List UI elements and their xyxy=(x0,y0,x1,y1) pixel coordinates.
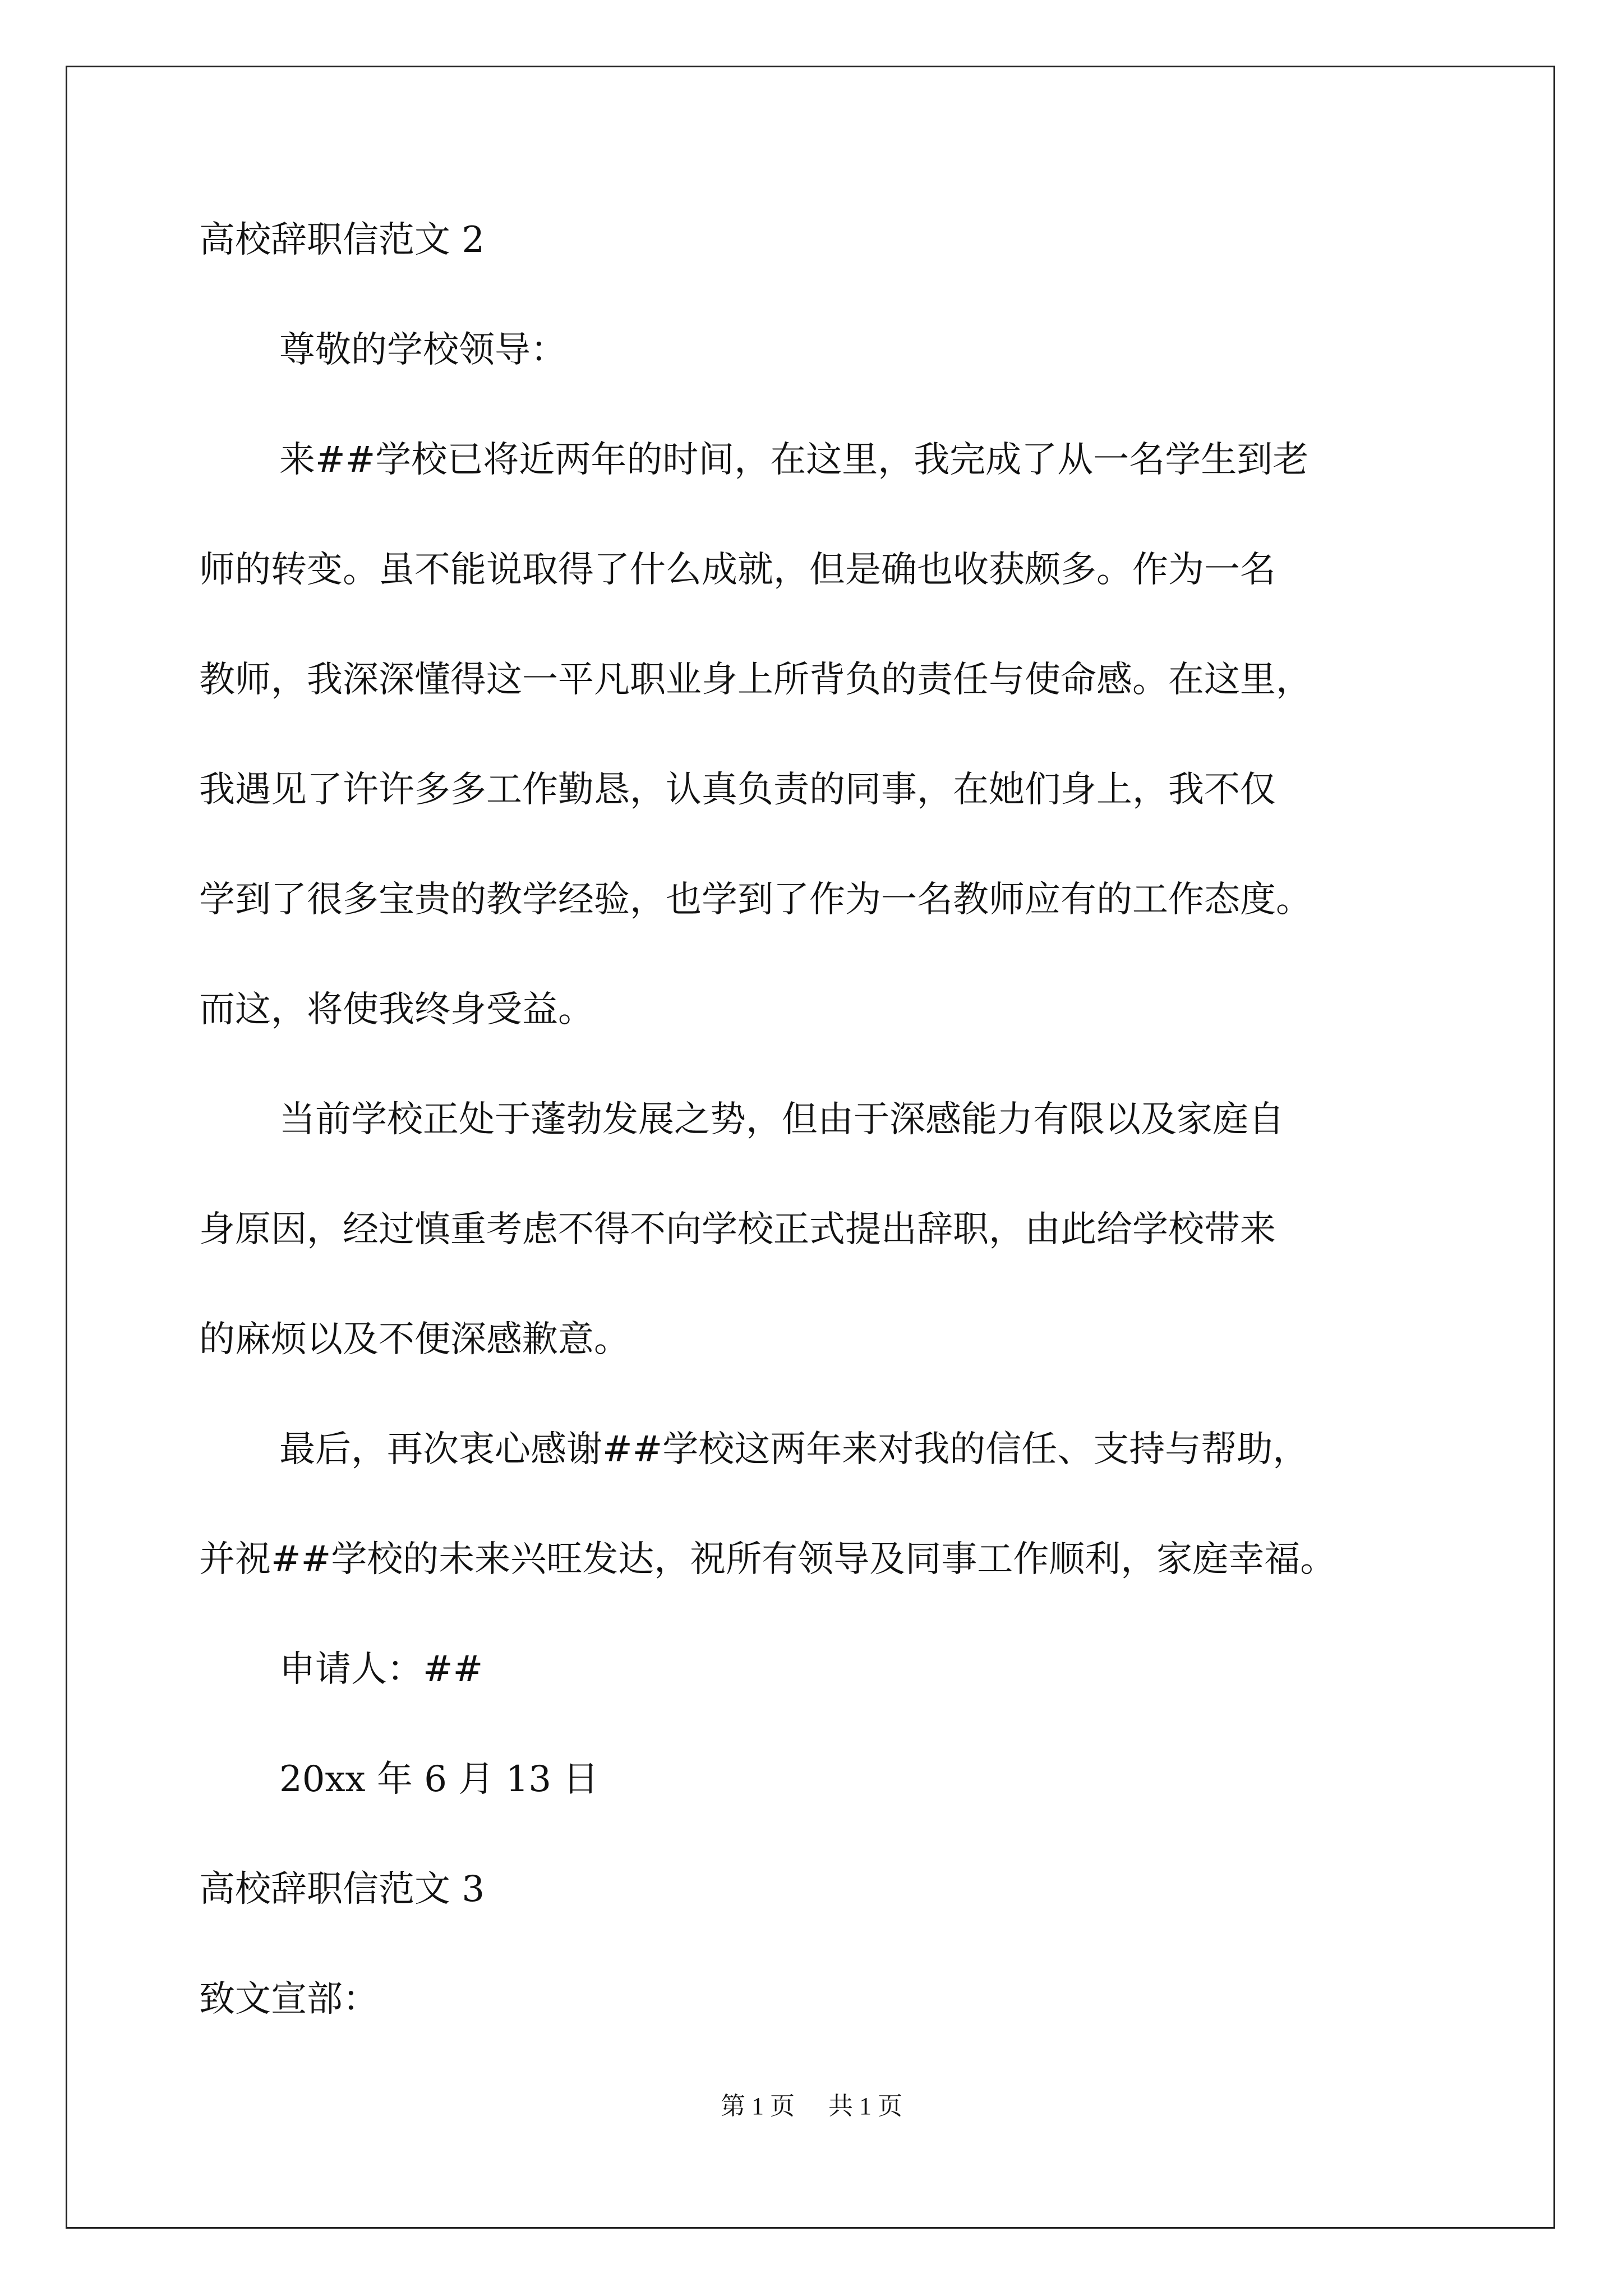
document-body xyxy=(199,185,1467,2054)
paragraph-line: 而这，将使我终身受益。 xyxy=(199,989,594,1030)
salutation: 尊敬的学校领导： xyxy=(279,329,566,371)
paragraph-line: 并祝##学校的未来兴旺发达，祝所有领导及同事工作顺利，家庭幸福。 xyxy=(199,1539,1336,1580)
salutation: 致文宣部： xyxy=(199,1978,379,2020)
paragraph-line: 学到了很多宝贵的教学经验，也学到了作为一名教师应有的工作态度。 xyxy=(199,879,1312,921)
paragraph-line: 教师，我深深懂得这一平凡职业身上所背负的责任与使命感。在这里， xyxy=(199,659,1312,701)
page-number: 第 1 页 xyxy=(721,2092,795,2120)
paragraph-line: 当前学校正处于蓬勃发展之势，但由于深感能力有限以及家庭自 xyxy=(279,1099,1284,1140)
paragraph-line: 身原因，经过慎重考虑不得不向学校正式提出辞职，由此给学校带来 xyxy=(199,1209,1276,1250)
section-heading: 高校辞职信范文 3 xyxy=(199,1869,485,1910)
section-heading: 高校辞职信范文 2 xyxy=(199,219,485,261)
page-footer xyxy=(0,2086,1623,2122)
paragraph-line: 我遇见了许许多多工作勤恳，认真负责的同事，在她们身上，我不仅 xyxy=(199,769,1276,811)
page-total: 共 1 页 xyxy=(828,2092,902,2120)
letter-date: 20xx 年 6 月 13 日 xyxy=(279,1759,599,1800)
paragraph-line: 来##学校已将近两年的时间，在这里，我完成了从一名学生到老 xyxy=(279,439,1309,481)
applicant-signature: 申请人：## xyxy=(279,1649,483,1690)
paragraph-line: 师的转变。虽不能说取得了什么成就，但是确也收获颇多。作为一名 xyxy=(199,549,1276,591)
paragraph-line: 最后，再次衷心感谢##学校这两年来对我的信任、支持与帮助， xyxy=(279,1429,1309,1470)
paragraph-line: 的麻烦以及不便深感歉意。 xyxy=(199,1319,630,1360)
